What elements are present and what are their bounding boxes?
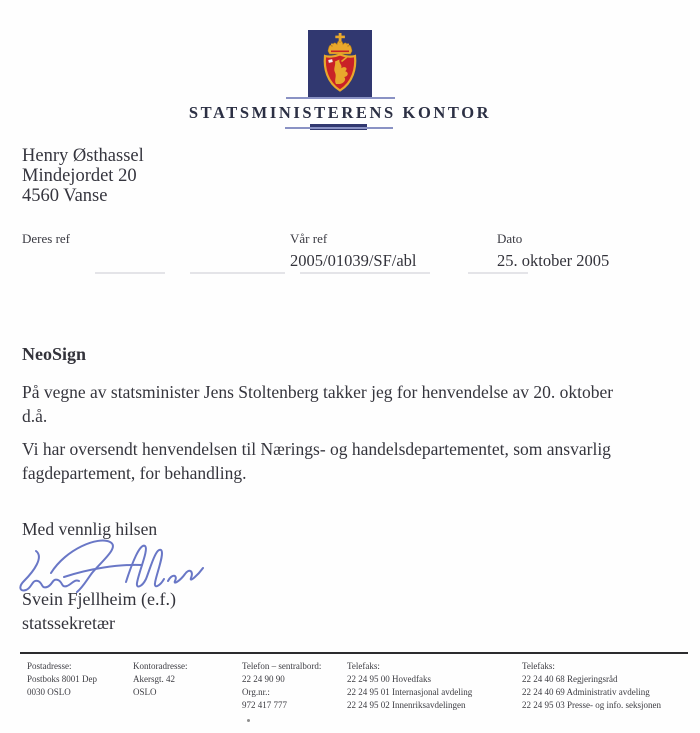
footer-line: Kontoradresse: [133, 661, 188, 671]
paragraph-1-line-1: På vegne av statsminister Jens Stoltenberg takker jeg for henvendelse av 20. oktober [22, 382, 614, 402]
subject-line: NeoSign [22, 344, 87, 364]
footer-line: Postboks 8001 Dep [27, 674, 98, 684]
footer-line: 972 417 777 [242, 700, 287, 710]
footer-line: Telefaks: [347, 661, 380, 671]
footer-column-telefaks-2 [522, 660, 661, 712]
scan-artifact-dot [247, 719, 250, 722]
office-title: STATSMINISTERENS KONTOR [188, 103, 492, 122]
date-value: 25. oktober 2005 [497, 251, 610, 270]
footer-column-kontoradresse [133, 660, 187, 699]
coat-of-arms-emblem [308, 30, 372, 98]
footer-divider-rule [20, 652, 688, 654]
scan-artifact-line [190, 272, 285, 274]
closing-phrase: Med vennlig hilsen [22, 519, 158, 539]
footer-line: 22 24 40 68 Regjeringsråd [522, 674, 618, 684]
scan-artifact-line [300, 272, 430, 274]
recipient-postal-city: 4560 Vanse [22, 186, 108, 206]
footer-line: Akersgt. 42 [133, 674, 175, 684]
footer-line: OSLO [133, 687, 157, 697]
footer-line: 22 24 95 02 Innenriksavdelingen [347, 700, 466, 710]
footer-line: Telefon – sentralbord: [242, 661, 322, 671]
coat-of-arms-icon [308, 30, 372, 98]
paragraph-1-line-2: d.å. [22, 405, 48, 426]
footer-line: 22 24 90 90 [242, 674, 285, 684]
letterhead-rule-top [286, 97, 395, 99]
footer-line: 22 24 40 69 Administrativ avdeling [522, 687, 650, 697]
footer-line: 22 24 95 01 Internasjonal avdeling [347, 687, 473, 697]
footer-column-postadresse [27, 660, 97, 699]
scan-artifact-line [95, 272, 165, 274]
footer-line: 0030 OSLO [27, 687, 71, 697]
footer-column-telefon [242, 660, 321, 712]
paragraph-2-line-2: fagdepartement, for behandling. [22, 462, 247, 483]
handwritten-signature [6, 533, 212, 597]
deres-ref-label: Deres ref [22, 231, 70, 246]
paragraph-2 [22, 438, 611, 485]
paragraph-2-line-1: Vi har oversendt henvendelsen til Nærings- og handelsdepartementet, som ansvarlig [22, 439, 611, 459]
signature-ink-icon [6, 533, 212, 597]
signer-title: statssekretær [22, 613, 115, 633]
letterhead-rule-bottom [285, 127, 393, 129]
date-label: Dato [497, 231, 523, 246]
var-ref-value: 2005/01039/SF/abl [290, 251, 417, 270]
recipient-name: Henry Østhassel [22, 146, 144, 166]
var-ref-label: Vår ref [290, 231, 328, 246]
footer-line: Postadresse: [27, 661, 72, 671]
footer-line: 22 24 95 03 Presse- og info. seksjonen [522, 700, 661, 710]
footer-column-telefaks-1 [347, 660, 472, 712]
scan-artifact-line [468, 272, 528, 274]
recipient-address-block [22, 146, 144, 206]
footer-line: Telefaks: [522, 661, 555, 671]
footer-line: Org.nr.: [242, 687, 270, 697]
recipient-street: Mindejordet 20 [22, 166, 137, 186]
footer-line: 22 24 95 00 Hovedfaks [347, 674, 431, 684]
paragraph-1 [22, 381, 613, 428]
signer-name: Svein Fjellheim (e.f.) [22, 589, 176, 609]
